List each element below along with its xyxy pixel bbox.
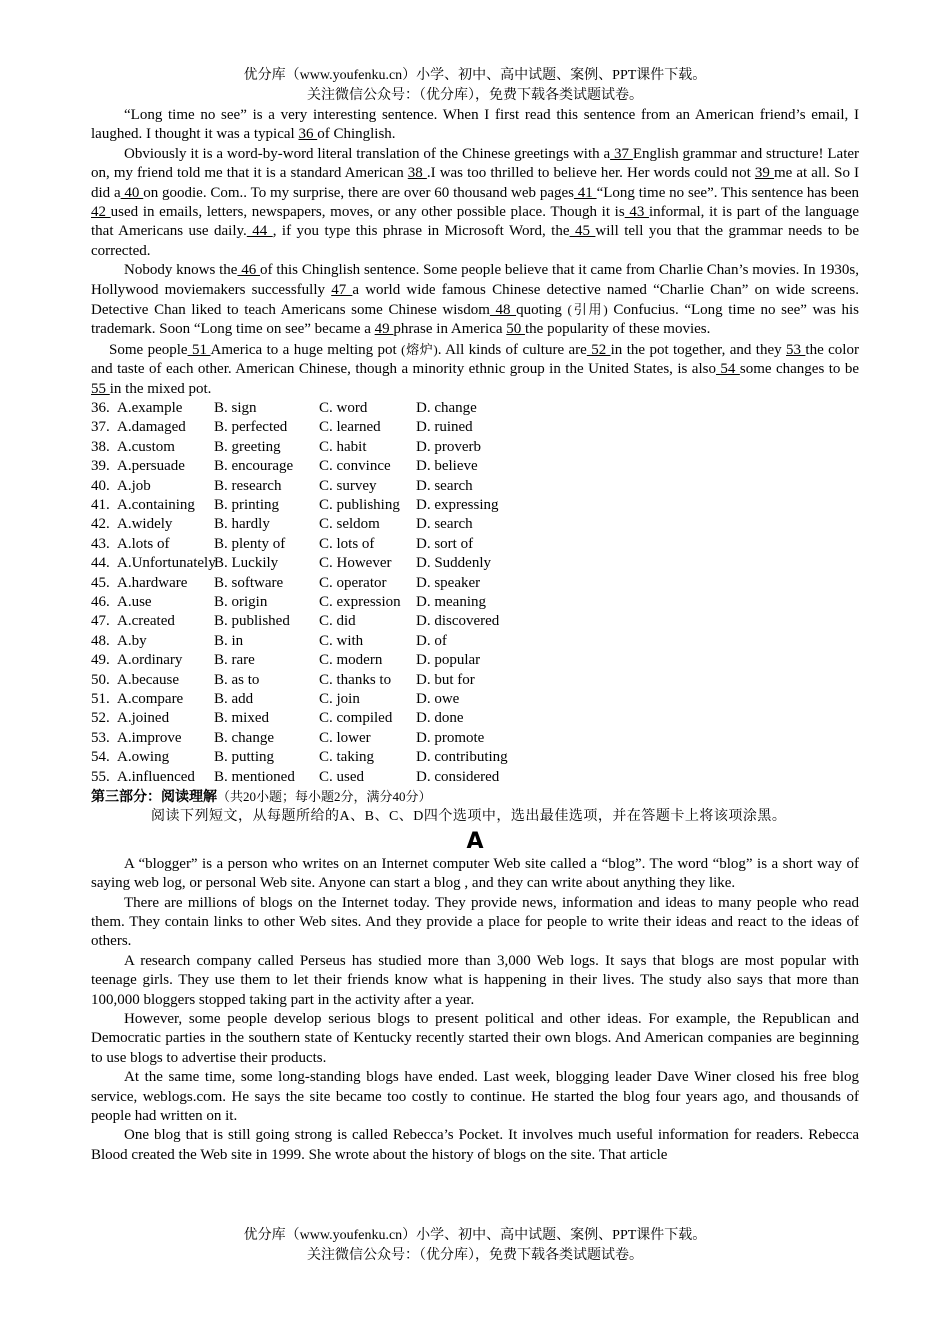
blank-43: 43 <box>624 204 649 221</box>
option-c: C. did <box>319 613 356 630</box>
text: phrase in America <box>393 321 507 338</box>
text: quoting <box>516 302 568 319</box>
passage-a-paragraph: One blog that is still going strong is called Rebecca’s Pocket. It involves much useful information for readers. Rebecca Blood created the Web site in 1999. She wrote about the history of blogs on the site. That article <box>91 1127 859 1163</box>
blank-46: 46 <box>237 262 261 279</box>
option-row <box>91 690 859 709</box>
text: some changes to be <box>739 361 859 378</box>
option-a: A.by <box>117 632 147 649</box>
option-b: B. add <box>214 690 254 707</box>
question-number: 45. <box>91 574 110 591</box>
passage-a <box>91 855 859 1166</box>
question-number: 46. <box>91 594 110 610</box>
option-b: B. printing <box>214 497 280 514</box>
option-a: A.influenced <box>117 768 195 785</box>
gloss-quote: (引用) <box>567 302 608 318</box>
text: the popularity of these movies. <box>525 321 711 338</box>
blank-49: 49 <box>374 321 394 338</box>
question-number: 44. <box>91 555 110 572</box>
document-body <box>91 106 859 1165</box>
option-d: D. contributing <box>416 749 508 766</box>
option-row <box>91 651 859 670</box>
option-row <box>91 612 859 631</box>
option-d: D. promote <box>416 729 485 746</box>
text: Some people <box>109 341 188 358</box>
text: , if you type this phrase in Microsoft Word, the <box>272 223 570 240</box>
option-a: A.ordinary <box>117 652 183 669</box>
option-d: D. ruined <box>416 419 473 436</box>
header-line-2: 关注微信公众号：（优分库），免费下载各类试题试卷。 <box>307 88 643 103</box>
option-c: C. lower <box>319 729 371 746</box>
option-c: C. operator <box>319 574 387 591</box>
option-b: B. in <box>214 632 244 649</box>
question-number: 48. <box>91 632 110 649</box>
cloze-paragraph-1 <box>91 106 859 145</box>
blank-55: 55 <box>91 380 110 397</box>
text: Nobody knows the <box>124 262 238 279</box>
text: “Long time no see” is a very interesting sentence. When I first read this sentence from an American friend’s email, I laughed. I thought it was a typical <box>91 107 859 143</box>
option-row <box>91 632 859 651</box>
option-a: A.custom <box>117 438 175 455</box>
cloze-paragraph-2 <box>91 145 859 261</box>
option-c: C. word <box>319 400 368 417</box>
option-c: C. learned <box>319 419 381 436</box>
option-c: C. habit <box>319 438 367 455</box>
blank-51: 51 <box>187 341 211 358</box>
option-b: B. putting <box>214 749 275 766</box>
option-b: B. hardly <box>214 516 270 533</box>
option-b: B. encourage <box>214 458 294 475</box>
text: . All kinds of culture are <box>437 341 587 358</box>
question-number: 42. <box>91 516 110 533</box>
page-footer <box>0 1226 950 1266</box>
option-c: C. expression <box>319 594 401 610</box>
text: America to a huge melting pot <box>210 341 402 358</box>
option-a: A.containing <box>117 497 195 514</box>
option-a: A.lots of <box>117 535 170 552</box>
option-row <box>91 768 859 787</box>
blank-42: 42 <box>91 204 111 221</box>
option-row <box>91 574 859 593</box>
option-b: B. mixed <box>214 710 269 727</box>
text: used in emails, letters, newspapers, moves, or any other possible place. Though it is <box>110 204 625 221</box>
blank-52: 52 <box>586 341 611 358</box>
option-c: C. join <box>319 690 360 707</box>
question-number: 55. <box>91 768 110 785</box>
option-c: C. used <box>319 768 364 785</box>
option-a: A.widely <box>117 516 173 533</box>
question-number: 54. <box>91 749 110 766</box>
option-a: A.Unfortunately <box>117 555 216 572</box>
option-row <box>91 748 859 767</box>
section-3-heading <box>91 787 859 807</box>
option-row <box>91 554 859 573</box>
option-d: D. of <box>416 632 447 649</box>
text: Confucius. “Long time no see” was his trademark. Soon “Long time on see” became a <box>91 302 859 338</box>
text: in the mixed pot. <box>109 380 212 397</box>
option-b: B. sign <box>214 400 257 417</box>
text: informal, it is part of the language that Americans use daily. <box>91 204 860 240</box>
text: of this Chinglish sentence. Some people believe that it came from Charlie Chan’s movies. In 1930s, Hollywood moviemakers successfully <box>91 262 860 298</box>
option-b: B. research <box>214 477 282 494</box>
option-b: B. mentioned <box>214 768 295 785</box>
blank-37: 37 <box>610 145 633 162</box>
blank-53: 53 <box>786 341 806 358</box>
question-number: 41. <box>91 497 110 514</box>
section-3-title: 第三部分：阅读理解 <box>91 789 217 805</box>
option-d: D. believe <box>416 458 478 475</box>
option-row <box>91 457 859 476</box>
option-row <box>91 671 859 690</box>
option-c: C. modern <box>319 652 383 669</box>
option-d: D. speaker <box>416 574 481 591</box>
option-a: A.joined <box>117 710 170 727</box>
option-a: A.persuade <box>117 458 185 475</box>
question-number: 43. <box>91 535 110 552</box>
header-line-1: 优分库（www.youfenku.cn）小学、初中、高中试题、案例、PPT课件下载。 <box>243 68 707 83</box>
option-c: C. compiled <box>319 710 393 727</box>
option-row <box>91 399 859 418</box>
blank-44: 44 <box>246 223 273 240</box>
text: of Chinglish. <box>317 126 396 143</box>
blank-48: 48 <box>489 302 517 319</box>
option-a: A.job <box>117 477 151 494</box>
footer-line-2: 关注微信公众号：（优分库），免费下载各类试题试卷。 <box>307 1248 643 1263</box>
option-b: B. perfected <box>214 419 288 436</box>
option-d: D. proverb <box>416 438 481 455</box>
option-a: A.created <box>117 613 175 630</box>
blank-54: 54 <box>715 361 740 378</box>
passage-a-paragraph: A “blogger” is a person who writes on an Internet computer Web site called a “blog”. The word “blog” is a short way of saying web log, or personal Web site. Anyone can start a blog , and they can write about anything they like. <box>91 855 859 892</box>
question-number: 47. <box>91 613 110 630</box>
text: a world wide famous Chinese detective named “Charlie Chan” on wide screens. Detective Chan liked to teach Americans some Chinese wisdom <box>91 281 860 319</box>
option-c: C. seldom <box>319 516 380 533</box>
blank-50: 50 <box>506 321 526 338</box>
option-c: C. However <box>319 555 392 572</box>
blank-45: 45 <box>569 223 596 240</box>
option-d: D. popular <box>416 652 481 669</box>
text: the color and taste of each other. American Chinese, though a minority ethnic group in the United States, is also <box>91 341 859 378</box>
option-b: B. plenty of <box>214 535 286 552</box>
option-d: D. done <box>416 710 464 727</box>
question-number: 50. <box>91 671 110 688</box>
option-d: D. search <box>416 477 473 494</box>
option-b: B. published <box>214 613 290 630</box>
option-b: B. Luckily <box>214 555 279 572</box>
option-b: B. origin <box>214 594 268 610</box>
cloze-paragraph-4 <box>91 340 859 399</box>
option-d: D. search <box>416 516 473 533</box>
cloze-options-list <box>91 399 859 787</box>
page-header <box>0 66 950 106</box>
option-b: B. as to <box>214 671 260 688</box>
option-d: D. but for <box>416 671 475 688</box>
cloze-paragraph-3 <box>91 261 859 340</box>
option-b: B. software <box>214 574 284 591</box>
passage-a-paragraph: However, some people develop serious blogs to present political and other ideas. For example, the Republican and Democratic parties in the southern state of Kentucky recently started their own blogs. And American companies are beginning to use blogs to advertise their products. <box>91 1010 859 1066</box>
option-c: C. thanks to <box>319 671 392 688</box>
option-d: D. sort of <box>416 535 474 552</box>
option-d: D. owe <box>416 690 460 707</box>
text: in the pot together, and they <box>610 341 787 358</box>
option-c: C. survey <box>319 477 377 494</box>
passage-a-paragraph: There are millions of blogs on the Internet today. They provide news, information and ideas to many people who read them. They contain links to other Web sites. And they provide a place for people to write their ideas and react to the ideas of others. <box>91 894 859 950</box>
text: will tell you that the grammar needs to be corrected. <box>91 223 860 259</box>
text: me at all. So I did a <box>91 165 860 201</box>
option-row <box>91 496 859 515</box>
blank-47: 47 <box>331 281 353 298</box>
option-row <box>91 438 859 457</box>
question-number: 39. <box>91 458 110 475</box>
question-number: 49. <box>91 652 110 669</box>
blank-39: 39 <box>754 165 774 182</box>
option-d: D. meaning <box>416 594 486 610</box>
option-a: A.example <box>117 400 183 417</box>
option-row <box>91 515 859 534</box>
option-c: C. lots of <box>319 535 375 552</box>
option-row <box>91 729 859 748</box>
footer-line-1: 优分库（www.youfenku.cn）小学、初中、高中试题、案例、PPT课件下载。 <box>243 1228 707 1243</box>
option-row <box>91 477 859 496</box>
question-number: 53. <box>91 729 110 746</box>
passage-a-letter: A <box>466 828 484 854</box>
passage-a-paragraph: At the same time, some long-standing blogs have ended. Last week, blogging leader Dave Winer closed his free blog service, weblogs.com. He says the site became too costly to continue. He started the blog four years ago, and thousands of people had written on it. <box>91 1069 859 1124</box>
option-row <box>91 535 859 554</box>
option-a: A.improve <box>117 729 182 746</box>
option-row <box>91 709 859 728</box>
option-c: C. taking <box>319 749 374 766</box>
option-b: B. greeting <box>214 438 281 455</box>
passage-a-paragraph: A research company called Perseus has studied more than 3,000 Web logs. It says that blogs are most popular with teenage girls. They use them to let their friends know what is happening in their lives. The study also says that more than 100,000 bloggers stopped taking part in the activity after a year. <box>91 952 859 1008</box>
blank-36: 36 <box>298 126 318 143</box>
option-a: A.damaged <box>117 419 186 436</box>
option-c: C. with <box>319 632 364 649</box>
option-row <box>91 593 859 612</box>
option-row <box>91 418 859 437</box>
option-a: A.because <box>117 671 180 688</box>
option-a: A.owing <box>117 749 170 766</box>
option-a: A.hardware <box>117 574 188 591</box>
text: “Long time no see”. This sentence has been <box>596 184 860 201</box>
gloss-melting-pot: (熔炉) <box>401 341 438 357</box>
question-number: 38. <box>91 438 110 455</box>
option-c: C. publishing <box>319 497 400 514</box>
question-number: 51. <box>91 690 110 707</box>
option-a: A.use <box>117 594 152 610</box>
option-d: D. discovered <box>416 613 500 630</box>
text: English grammar and structure! Later on, my friend told me that it is a standard American <box>91 145 860 182</box>
question-number: 52. <box>91 710 110 727</box>
text: on goodie. Com.. To my surprise, there are over 60 thousand web pages <box>143 184 574 201</box>
section-3-instructions: 阅读下列短文，从每题所给的A、B、C、D四个选项中，选出最佳选项，并在答题卡上将该项涂黑。 <box>151 809 787 825</box>
blank-41: 41 <box>573 184 597 201</box>
text: Obviously it is a word-by-word literal translation of the Chinese greetings with a <box>124 145 611 162</box>
question-number: 37. <box>91 419 110 436</box>
option-c: C. convince <box>319 458 391 475</box>
option-d: D. change <box>416 400 477 417</box>
option-d: D. expressing <box>416 497 499 514</box>
option-b: B. change <box>214 729 274 746</box>
section-3-note: （共20小题；每小题2分，满分40分） <box>217 788 432 804</box>
option-d: D. Suddenly <box>416 555 491 572</box>
text: .I was too thrilled to believe her. Her words could not <box>426 165 755 182</box>
option-b: B. rare <box>214 652 255 669</box>
option-a: A.compare <box>117 690 184 707</box>
option-d: D. considered <box>416 768 500 785</box>
question-number: 36. <box>91 400 110 417</box>
blank-40: 40 <box>120 184 144 201</box>
blank-38: 38 <box>407 165 427 182</box>
question-number: 40. <box>91 477 110 494</box>
